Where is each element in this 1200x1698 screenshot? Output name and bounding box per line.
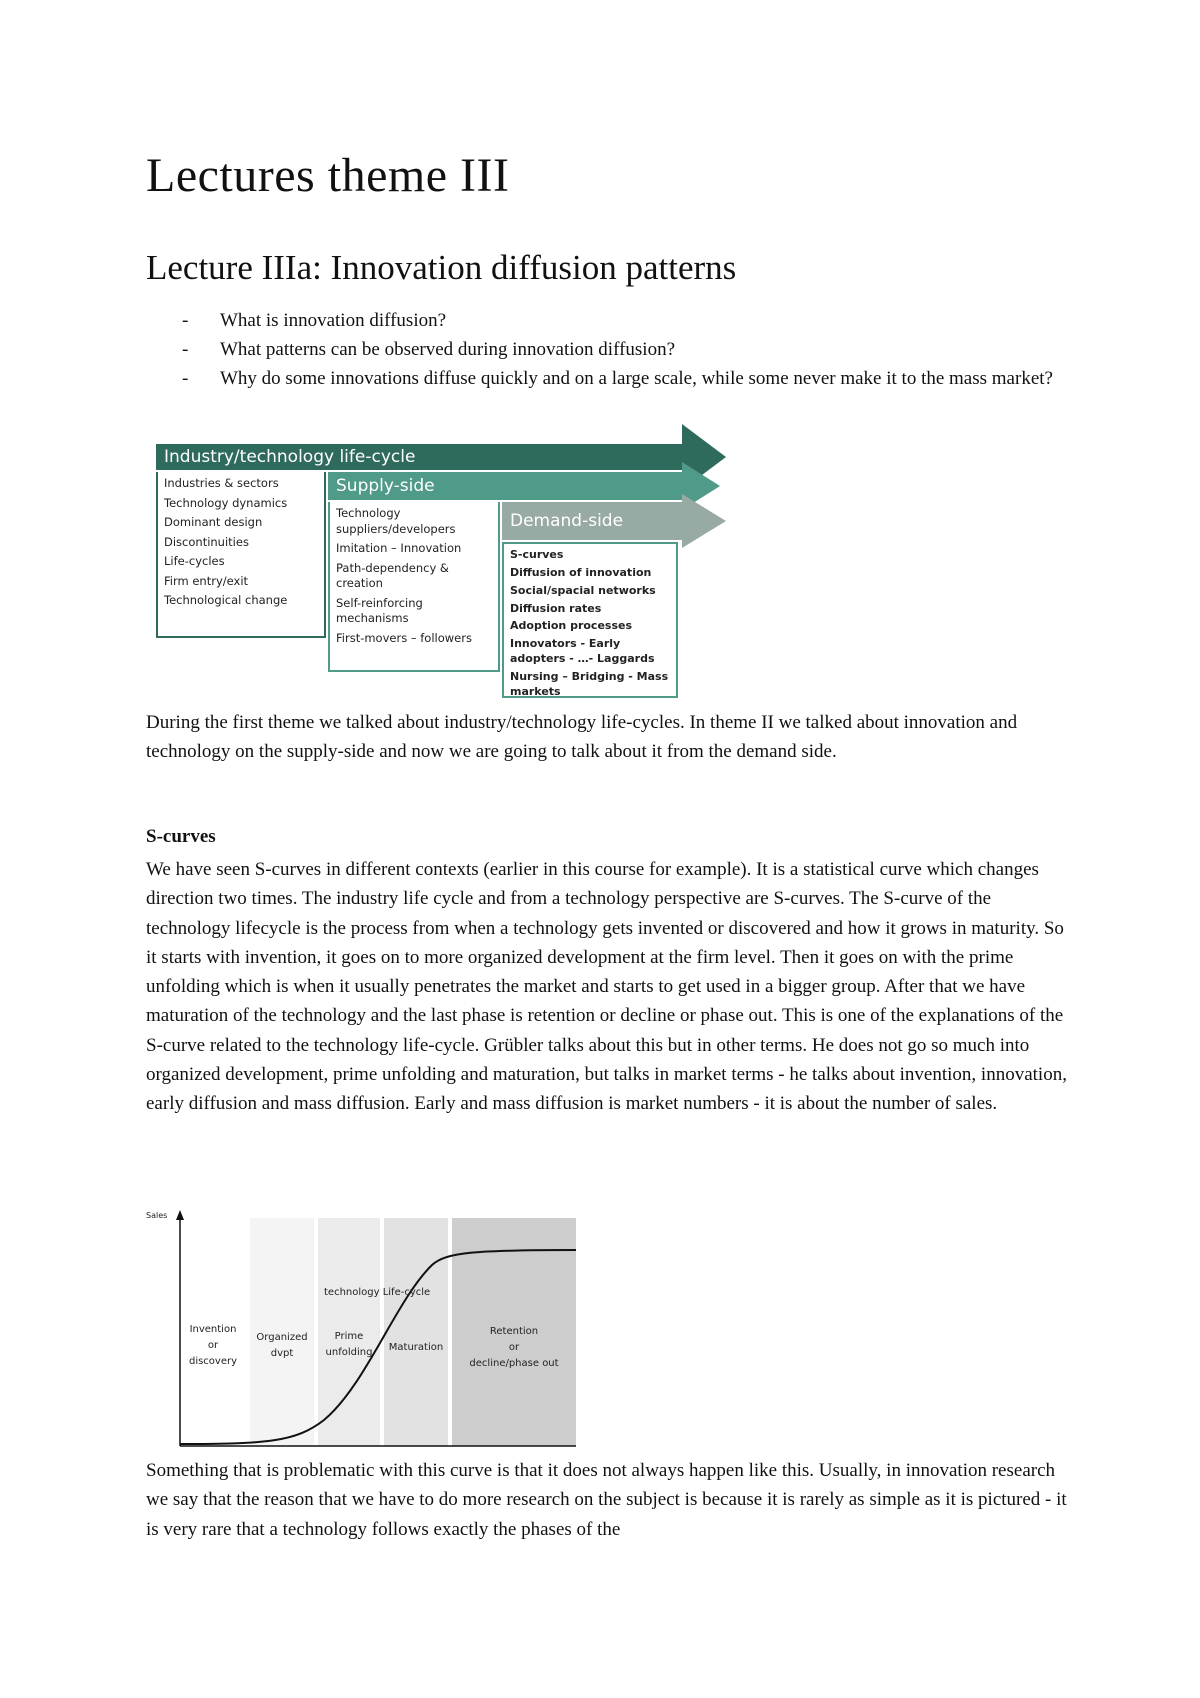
question-list (146, 306, 1076, 393)
paragraph-scurves: We have seen S-curves in different contexts (earlier in this course for example). It is a statistical curve which changes direction two times. The industry life cycle and from a technology perspective are S-curves. The S-curve of the technology lifecycle is the process from when a technology gets invented or discovered and how it grows in maturity. So it starts with invention, it goes on to more organized development at the firm level. Then it goes on with the prime unfolding which is when it usually penetrates the market and starts to get used in a bigger group. After that we have maturation of the technology and the last phase is retention or decline or phase out. This is one of the explanations of the S-curve related to the technology life-cycle. Grübler talks about this but in other terms. He does not go so much into organized development, prime unfolding and maturation, but talks in market terms - he talks about invention, innovation, early diffusion and mass diffusion. Early and mass diffusion is market numbers - it is about the number of sales. (146, 859, 1067, 1115)
demand-band-label: Demand-side (510, 510, 624, 531)
lecture-heading: Lecture IIIa: Innovation diffusion patterns (146, 248, 737, 287)
phase-label-line: dvpt (270, 1348, 294, 1359)
document-title: Lectures theme III (146, 149, 510, 202)
demand-item: Social/spacial networks (510, 583, 656, 597)
demand-item: S-curves (510, 548, 564, 561)
industry-items-box (156, 472, 326, 638)
phase-label-line: Invention (189, 1324, 237, 1335)
phase-label-maturation (389, 1342, 443, 1353)
phase-label-line: or (207, 1340, 219, 1351)
supply-item: Imitation – Innovation (336, 541, 462, 556)
industry-item: Technology dynamics (164, 495, 288, 510)
industry-item: Firm entry/exit (164, 573, 249, 588)
supply-item: First-movers – followers (336, 630, 472, 645)
industry-band-label: Industry/technology life-cycle (164, 446, 416, 467)
demand-arrow-icon (682, 494, 728, 548)
scurve-figure (146, 1210, 586, 1458)
supply-item: Technology suppliers/developers (336, 506, 456, 536)
phase-label-line: Retention (489, 1326, 539, 1337)
scurves-heading: S-curves (146, 826, 216, 847)
industry-item: Industries & sectors (164, 476, 279, 490)
supply-item: Self-reinforcing mechanisms (336, 595, 423, 626)
lifecycle-diagram (148, 420, 728, 700)
demand-item: Nursing – Bridging - Mass markets (510, 669, 669, 698)
phase-label-line: discovery (188, 1356, 238, 1367)
question-item: - Why do some innovations diffuse quickly and on a large scale, while some never make it to the mass market? (146, 364, 1076, 393)
industry-item: Technological change (164, 593, 288, 608)
supply-band-label: Supply-side (336, 475, 435, 496)
industry-item: Discontinuities (164, 534, 249, 549)
y-axis-label: Sales (146, 1211, 168, 1220)
question-item: - What patterns can be observed during innovation diffusion? (146, 335, 1076, 364)
industry-band (156, 444, 682, 470)
paragraph-problem: Something that is problematic with this curve is that it does not always happen like this. Usually, in innovation research we say that the reason that we have to do more research on the subject is because it is rarely as simple as it is pictured - it is very rare that a technology follows exactly the phases of the (146, 1460, 1067, 1540)
demand-items-box (502, 542, 678, 698)
phase-label-line: decline/phase out (469, 1358, 559, 1369)
paragraph-intro: During the first theme we talked about industry/technology life-cycles. In theme II we talked about innovation and technology on the supply-side and now we are going to talk about it from the demand side. (146, 712, 1018, 763)
phase-band-maturation (384, 1218, 448, 1446)
demand-band (502, 502, 682, 540)
phase-label-line: Maturation (388, 1342, 444, 1353)
supply-item: Path-dependency & creation (336, 560, 449, 591)
phase-label-line: Prime (334, 1331, 364, 1342)
supply-band (328, 472, 682, 500)
supply-items-box (328, 502, 500, 672)
demand-item: Diffusion rates (510, 601, 602, 615)
demand-item: Adoption processes (510, 619, 633, 633)
question-item: - What is innovation diffusion? (146, 306, 1076, 335)
phase-label-line: unfolding (325, 1347, 373, 1358)
industry-item: Life-cycles (164, 554, 225, 569)
y-axis-arrow-icon (176, 1210, 184, 1220)
phase-label-line: or (508, 1342, 520, 1353)
demand-item: Diffusion of innovation (510, 565, 652, 579)
phase-label-line: Organized (256, 1332, 308, 1343)
curve-label: technology Life-cycle (324, 1287, 431, 1298)
industry-item: Dominant design (164, 515, 263, 530)
demand-item: Innovators - Early adopters - …- Laggards (510, 637, 655, 666)
